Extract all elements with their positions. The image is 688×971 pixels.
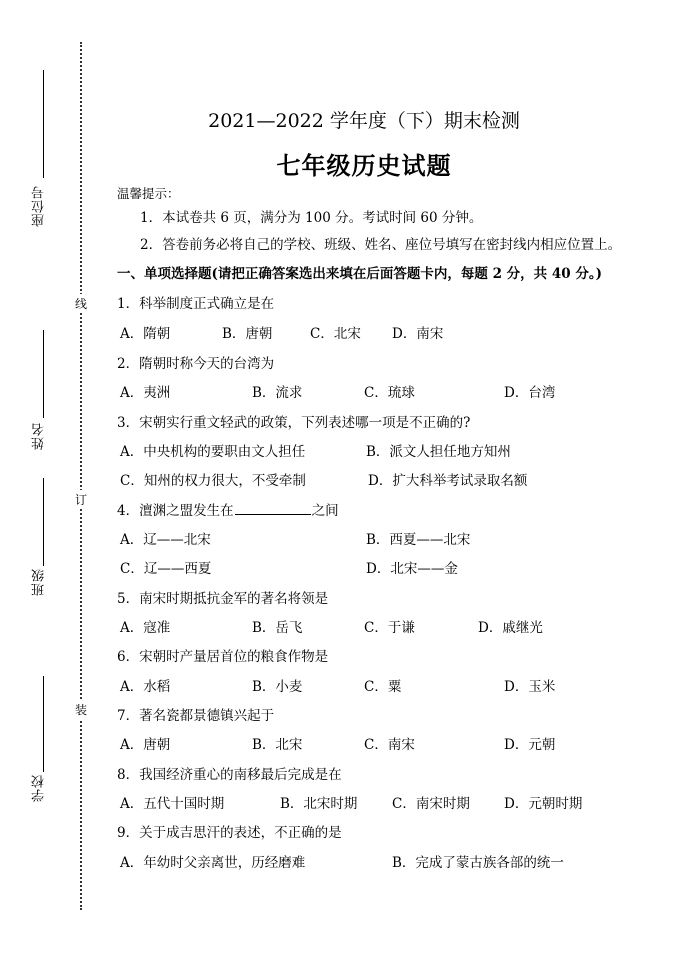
option: A．夷洲 (120, 385, 171, 401)
section-heading: 一、单项选择题(请把正确答案选出来填在后面答题卡内，每题 2 分，共 40 分。) (117, 266, 603, 282)
option: D．玉米 (504, 679, 556, 695)
option: B．北宋 (252, 737, 303, 753)
seat-label: 座位号 (32, 185, 47, 227)
seal-mark-ding: 订 (75, 490, 87, 509)
question-text: 9．关于成吉思汗的表述，不正确的是 (117, 825, 342, 841)
option: A．隋朝 (120, 326, 171, 342)
option: C．辽——西夏 (120, 561, 212, 577)
option: B．派文人担任地方知州 (366, 444, 511, 460)
name-blank-line (43, 330, 44, 418)
question-text: 7．著名瓷都景德镇兴起于 (117, 708, 275, 724)
question-text (117, 499, 339, 519)
option: A．唐朝 (120, 737, 171, 753)
option: B．北宋时期 (280, 796, 358, 812)
seal-mark-xian: 线 (75, 294, 87, 313)
question-text-after: 之间 (311, 503, 339, 519)
option: B．西夏——北宋 (366, 532, 471, 548)
option: A．辽——北宋 (120, 532, 211, 548)
question-text: 2．隋朝时称今天的台湾为 (117, 356, 275, 372)
question-text: 8．我国经济重心的南移最后完成是在 (117, 767, 342, 783)
tip-item: 1．本试卷共 6 页，满分为 100 分。考试时间 60 分钟。 (140, 210, 483, 226)
option: A．寇准 (120, 620, 171, 636)
option: D．南宋 (392, 326, 444, 342)
option: D．北宋——金 (366, 561, 458, 577)
question-text-before: 4．澶渊之盟发生在 (117, 503, 234, 519)
option: D．扩大科举考试录取名额 (368, 473, 528, 489)
tip-item: 2．答卷前务必将自己的学校、班级、姓名、座位号填写在密封线内相应位置上。 (140, 237, 622, 253)
question-text: 6．宋朝时产量居首位的粮食作物是 (117, 649, 329, 665)
option: B．完成了蒙古族各部的统一 (392, 855, 564, 871)
option: A．中央机构的要职由文人担任 (120, 444, 306, 460)
option: D．元朝时期 (504, 796, 583, 812)
option: A．水稻 (120, 679, 171, 695)
tips-label: 温馨提示： (117, 186, 180, 201)
question-text: 3．宋朝实行重文轻武的政策，下列表述哪一项是不正确的? (117, 415, 471, 431)
option: A．年幼时父亲离世，历经磨难 (120, 855, 306, 871)
option: C．南宋时期 (392, 796, 470, 812)
option: C．粟 (364, 679, 402, 695)
option: C．知州的权力很大，不受牵制 (120, 473, 306, 489)
option: C．北宋 (310, 326, 361, 342)
question-text: 5．南宋时期抵抗金军的著名将领是 (117, 591, 329, 607)
option: A．五代十国时期 (120, 796, 225, 812)
option: C．琉球 (364, 385, 415, 401)
school-label: 学校 (32, 774, 47, 802)
school-blank-line (43, 676, 44, 772)
name-label: 姓名 (32, 422, 47, 450)
question-text: 1．科举制度正式确立是在 (117, 296, 275, 312)
option: B．流求 (252, 385, 303, 401)
option: C．于谦 (364, 620, 415, 636)
option: D．元朝 (504, 737, 556, 753)
option: B．岳飞 (252, 620, 303, 636)
option: D．戚继光 (478, 620, 543, 636)
option: B．唐朝 (222, 326, 273, 342)
answer-blank (235, 502, 311, 515)
class-blank-line (43, 478, 44, 566)
option: B．小麦 (252, 679, 303, 695)
seal-mark-zhuang: 装 (75, 700, 87, 719)
option: C．南宋 (364, 737, 415, 753)
exam-title: 2021—2022 学年度（下）期末检测 (208, 110, 520, 132)
class-label: 班级 (32, 568, 47, 596)
exam-subtitle: 七年级历史试题 (276, 151, 452, 180)
option: D．台湾 (504, 385, 556, 401)
